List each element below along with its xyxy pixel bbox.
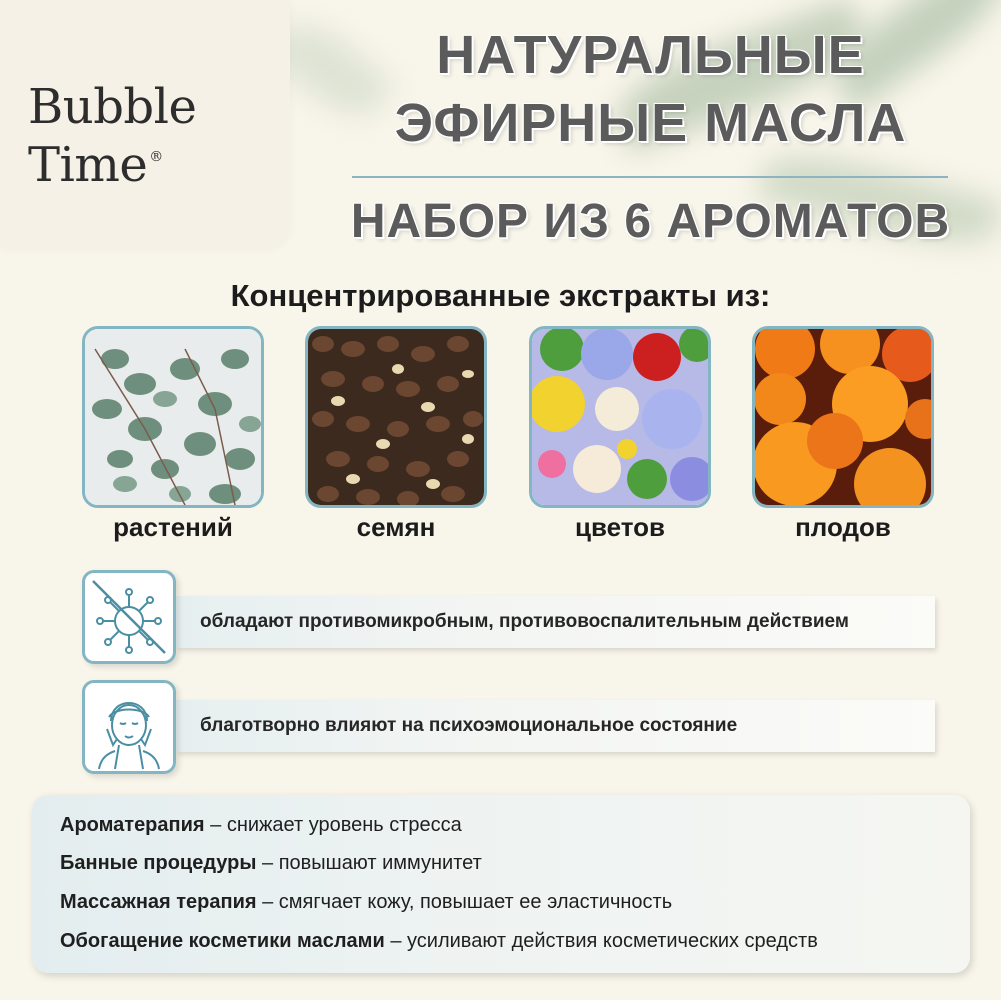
registered-mark: ® (149, 149, 163, 165)
feature-text-emotional: благотворно влияют на психоэмоциональное состояние (200, 715, 738, 736)
use-title-massage: Массажная терапия (60, 891, 257, 913)
source-label-seeds: семян (356, 512, 436, 542)
source-label-flowers: цветов (575, 512, 665, 542)
eucalyptus-photo (82, 326, 264, 508)
use-desc-bath: – повышают иммунитет (256, 852, 482, 874)
brand-line-2-text: Time (28, 137, 148, 193)
title-line-3: НАБОР ИЗ 6 АРОМАТОВ (350, 195, 951, 248)
source-label-fruits: плодов (795, 512, 891, 542)
source-label-plants: растений (113, 512, 233, 542)
feature-text-antimicrobial: обладают противомикробным, противовоспалительным действием (200, 611, 849, 632)
subtitle: Концентрированные экстракты из: (230, 278, 771, 313)
use-desc-massage: – смягчает кожу, повышает ее эластичность (256, 891, 673, 913)
title-line-2: ЭФИРНЫЕ МАСЛА (394, 93, 907, 153)
use-title-cosmetics: Обогащение косметики маслами (60, 930, 385, 952)
flowers-photo (529, 326, 711, 508)
use-title-aromatherapy: Ароматерапия (60, 814, 205, 836)
use-desc-aromatherapy: – снижает уровень стресса (204, 814, 462, 836)
relaxed-face-icon (82, 680, 176, 774)
use-cosmetics (60, 930, 818, 953)
no-microbes-icon (82, 570, 176, 664)
brand-line-2 (28, 132, 268, 193)
pine-nuts-photo (305, 326, 487, 508)
feature-bar-antimicrobial (176, 596, 935, 648)
title-divider (352, 176, 948, 178)
use-massage (60, 891, 672, 914)
citrus-fruits-photo (752, 326, 934, 508)
brand-line-1: Bubble (28, 79, 197, 135)
title-line-1: НАТУРАЛЬНЫЕ (436, 25, 865, 85)
use-bath (60, 852, 482, 875)
use-aromatherapy (60, 814, 462, 837)
brand-logo (28, 79, 268, 193)
logo-card (0, 0, 290, 248)
use-desc-cosmetics: – усиливают действия косметических средств (384, 930, 818, 952)
feature-bar-emotional (176, 700, 935, 752)
use-title-bath: Банные процедуры (60, 852, 257, 874)
